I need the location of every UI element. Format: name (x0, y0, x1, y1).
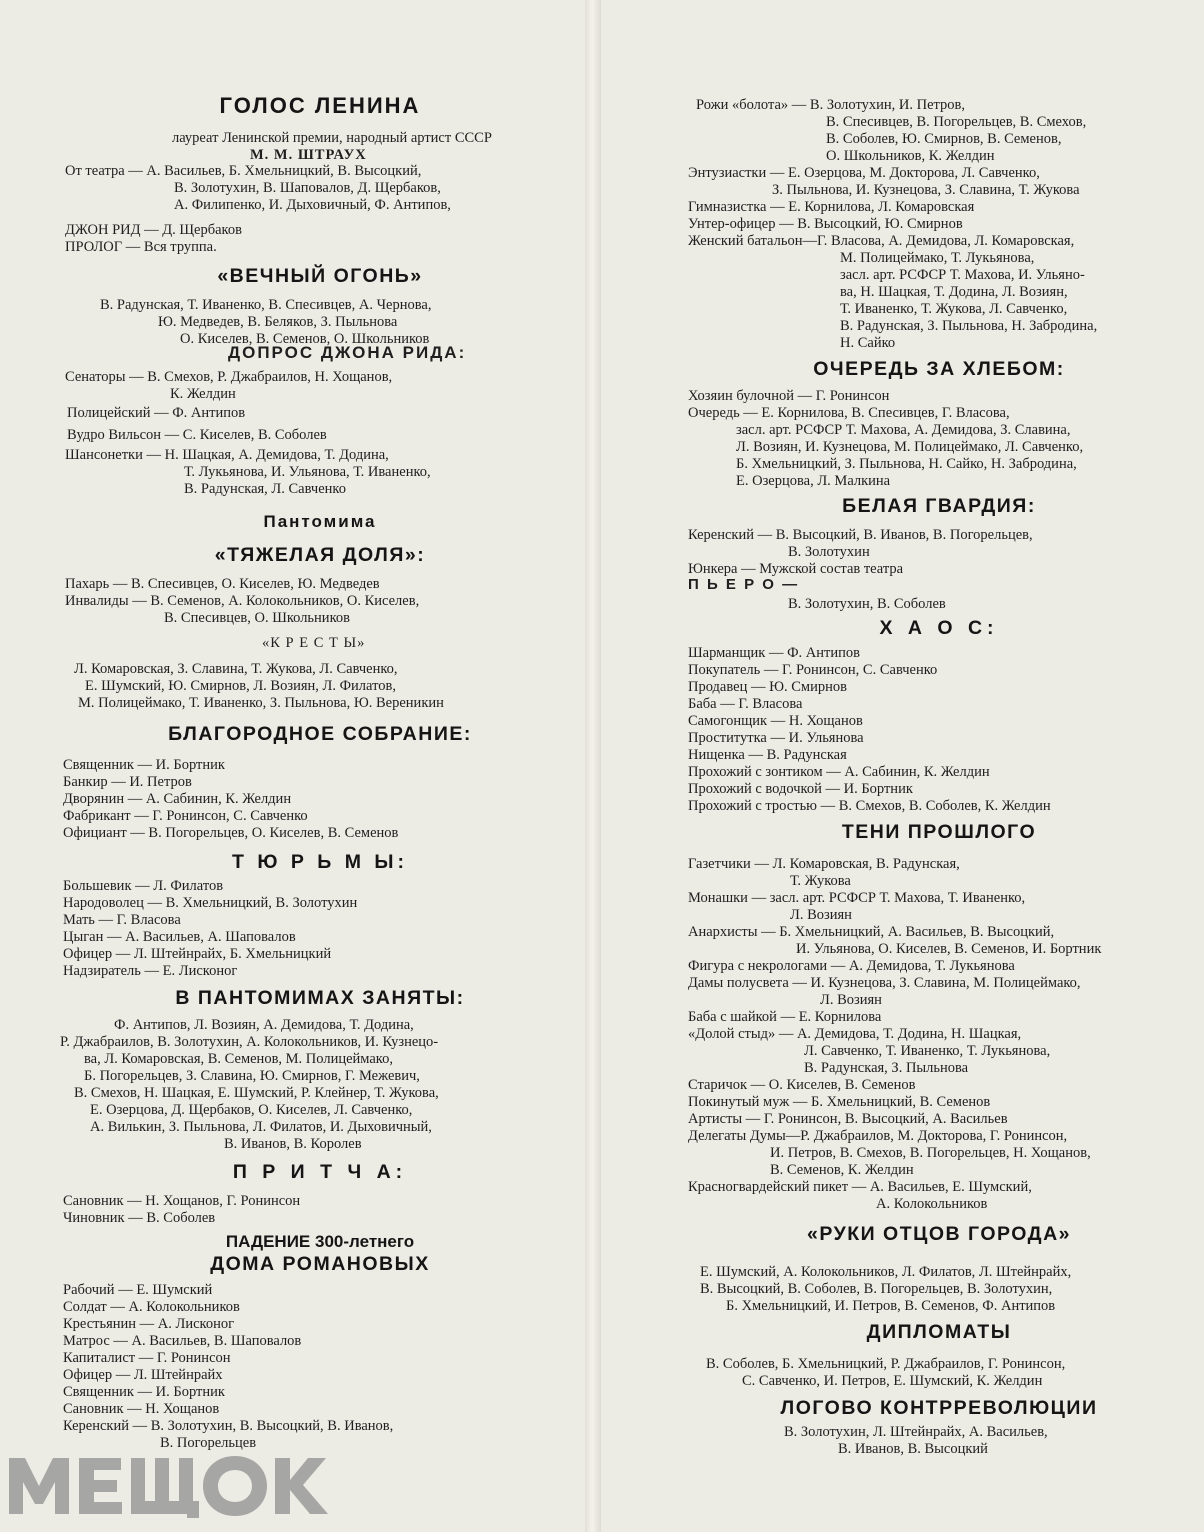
cast-line: Нищенка — В. Радунская (688, 747, 847, 763)
heading-v-pantomimah: В ПАНТОМИМАХ ЗАНЯТЫ: (175, 987, 465, 1009)
heading-vechny-ogon: «ВЕЧНЫЙ ОГОНЬ» (217, 265, 423, 287)
cast-line: ва, Н. Шацкая, Т. Додина, Л. Возиян, (840, 284, 1068, 300)
cast-line: Делегаты Думы—Р. Джабраилов, М. Докторова, Г. Ронинсон, (688, 1128, 1068, 1144)
cast-line: Рожи «болота» — В. Золотухин, И. Петров, (696, 97, 965, 113)
cast-line: Полицейский — Ф. Антипов (67, 405, 246, 421)
cast-line: И. Ульянова, О. Киселев, В. Семенов, И. Бортник (796, 941, 1102, 957)
cast-line: Капиталист — Г. Ронинсон (63, 1350, 231, 1366)
cast-line: Т. Иваненко, Т. Жукова, Л. Савченко, (840, 301, 1068, 317)
cast-line: Л. Возиян (790, 907, 852, 923)
cast-line: Прохожий с тростью — В. Смехов, В. Соболев, К. Желдин (688, 798, 1051, 814)
cast-line: Е. Шумский, А. Колокольников, Л. Филатов, Л. Штейнрайх, (700, 1264, 1072, 1280)
cast-line: Пахарь — В. Спесивцев, О. Киселев, Ю. Медведев (65, 576, 380, 592)
heading-teni-proshlogo: ТЕНИ ПРОШЛОГО (841, 821, 1037, 843)
cast-line: Л. Комаровская, З. Славина, Т. Жукова, Л. Савченко, (74, 661, 398, 677)
cast-line: Баба — Г. Власова (688, 696, 803, 712)
cast-line: А. Филипенко, И. Дыховичный, Ф. Антипов, (174, 197, 451, 213)
cast-line: Покупатель — Г. Ронинсон, С. Савченко (688, 662, 938, 678)
subheading-piero: П Ь Е Р О — (688, 576, 800, 593)
cast-line: В. Золотухин, Л. Штейнрайх, А. Васильев, (784, 1424, 1048, 1440)
heading-haos: Х А О С: (879, 617, 999, 639)
cast-line: В. Радунская, З. Пыльнова, Н. Забродина, (840, 318, 1098, 334)
cast-line: В. Золотухин, В. Шаповалов, Д. Щербаков, (174, 180, 441, 196)
cast-line: Шансонетки — Н. Шацкая, А. Демидова, Т. Додина, (65, 447, 389, 463)
subheading-dopros: ДОПРОС ДЖОНА РИДА: (228, 343, 467, 362)
cast-line: К. Желдин (170, 386, 236, 402)
cast-line: ва, Л. Комаровская, В. Семенов, М. Полицеймако, (84, 1051, 393, 1067)
cast-line: Чиновник — В. Соболев (63, 1210, 216, 1226)
cast-line: Н. Сайко (840, 335, 896, 351)
cast-line: Баба с шайкой — Е. Корнилова (688, 1009, 882, 1025)
cast-line: А. Вилькин, З. Пыльнова, Л. Филатов, И. Дыховичный, (90, 1119, 432, 1135)
heading-doma-romanovyh: ДОМА РОМАНОВЫХ (210, 1253, 430, 1275)
cast-line: Монашки — засл. арт. РСФСР Т. Махова, Т. Иваненко, (688, 890, 1026, 906)
cast-line: Официант — В. Погорельцев, О. Киселев, В. Семенов (63, 825, 399, 841)
cast-line: Народоволец — В. Хмельницкий, В. Золотухин (63, 895, 358, 911)
cast-line: Л. Возиян, И. Кузнецова, М. Полицеймако, Л. Савченко, (736, 439, 1084, 455)
cast-line: И. Петров, В. Смехов, В. Погорельцев, Н. Хощанов, (770, 1145, 1091, 1161)
heading-pantomima: Пантомима (263, 512, 377, 531)
heading-ruki-ottsov: «РУКИ ОТЦОВ ГОРОДА» (807, 1223, 1071, 1245)
cast-line: Е. Озерцова, Д. Щербаков, О. Киселев, Л. Савченко, (90, 1102, 413, 1118)
cast-line: Красногвардейский пикет — А. Васильев, Е. Шумский, (688, 1179, 1032, 1195)
cast-line: В. Радунская, Л. Савченко (184, 481, 346, 497)
cast-line: «Долой стыд» — А. Демидова, Т. Додина, Н. Шацкая, (688, 1026, 1022, 1042)
meshok-watermark-logo (5, 1452, 350, 1518)
cast-line: В. Радунская, З. Пыльнова (804, 1060, 969, 1076)
cast-line: Вудро Вильсон — С. Киселев, В. Соболев (67, 427, 327, 443)
cast-line: В. Высоцкий, В. Соболев, В. Погорельцев, В. Золотухин, (700, 1281, 1053, 1297)
cast-line: Б. Погорельцев, З. Славина, Ю. Смирнов, Г. Межевич, (84, 1068, 420, 1084)
cast-line: Дворянин — А. Сабинин, К. Желдин (63, 791, 292, 807)
cast-line: Фабрикант — Г. Ронинсон, С. Савченко (63, 808, 308, 824)
cast-line: Священник — И. Бортник (63, 1384, 225, 1400)
heading-logovo: ЛОГОВО КОНТРРЕВОЛЮЦИИ (780, 1397, 1098, 1419)
cast-line: Артисты — Г. Ронинсон, В. Высоцкий, А. Васильев (688, 1111, 1008, 1127)
cast-line: Солдат — А. Колокольников (63, 1299, 240, 1315)
cast-line: Керенский — В. Золотухин, В. Высоцкий, В. Иванов, (63, 1418, 394, 1434)
cast-line: В. Спесивцев, В. Погорельцев, В. Смехов, (826, 114, 1087, 130)
cast-line: В. Спесивцев, О. Школьников (164, 610, 350, 626)
cast-line: В. Соболев, Б. Хмельницкий, Р. Джабраилов, Г. Ронинсон, (706, 1356, 1066, 1372)
cast-line: Керенский — В. Высоцкий, В. Иванов, В. Погорельцев, (688, 527, 1033, 543)
cast-line: Л. Савченко, Т. Иваненко, Т. Лукьянова, (804, 1043, 1051, 1059)
cast-line: засл. арт. РСФСР Т. Махова, И. Ульяно- (840, 267, 1085, 283)
page-fold (585, 0, 601, 1532)
cast-line: Прохожий с водочкой — И. Бортник (688, 781, 913, 797)
cast-line: Надзиратель — Е. Лисконог (63, 963, 238, 979)
cast-line: Очередь — Е. Корнилова, В. Спесивцев, Г. Власова, (688, 405, 1010, 421)
cast-line: В. Радунская, Т. Иваненко, В. Спесивцев, А. Чернова, (100, 297, 432, 313)
cast-line: Цыган — А. Васильев, А. Шаповалов (63, 929, 296, 945)
heading-golos-lenina: ГОЛОС ЛЕНИНА (219, 93, 421, 118)
cast-line: С. Савченко, И. Петров, Е. Шумский, К. Желдин (742, 1373, 1043, 1389)
cast-line: Сановник — Н. Хощанов (63, 1401, 220, 1417)
heading-belaya-gvardiya: БЕЛАЯ ГВАРДИЯ: (842, 495, 1036, 517)
cast-line: Продавец — Ю. Смирнов (688, 679, 847, 695)
heading-diplomaty: ДИПЛОМАТЫ (866, 1321, 1012, 1343)
cast-line: В. Золотухин, В. Соболев (788, 596, 946, 612)
cast-line: М. М. ШТРАУХ (250, 147, 367, 163)
cast-line: О. Киселев, В. Семенов, О. Школьников (180, 331, 430, 347)
cast-line: Р. Джабраилов, В. Золотухин, А. Колокольников, И. Кузнецо- (60, 1034, 439, 1050)
cast-line: Л. Возиян (820, 992, 882, 1008)
cast-line: М. Полицеймако, Т. Лукьянова, (840, 250, 1035, 266)
heading-padenie: ПАДЕНИЕ 300-летнего (225, 1232, 415, 1251)
cast-line: Инвалиды — В. Семенов, А. Колокольников, О. Киселев, (65, 593, 420, 609)
cast-line: О. Школьников, К. Желдин (826, 148, 995, 164)
cast-line: В. Семенов, К. Желдин (770, 1162, 914, 1178)
cast-line: Старичок — О. Киселев, В. Семенов (688, 1077, 916, 1093)
cast-line: Шарманщик — Ф. Антипов (688, 645, 860, 661)
cast-line: Священник — И. Бортник (63, 757, 225, 773)
cast-line: Сановник — Н. Хощанов, Г. Ронинсон (63, 1193, 301, 1209)
cast-line: Мать — Г. Власова (63, 912, 181, 928)
cast-line: В. Иванов, В. Королев (224, 1136, 362, 1152)
cast-line: М. Полицеймако, Т. Иваненко, З. Пыльнова, Ю. Вереникин (78, 695, 444, 711)
cast-line: Е. Шумский, Ю. Смирнов, Л. Возиян, Л. Филатов, (85, 678, 396, 694)
cast-line: Крестьянин — А. Лисконог (63, 1316, 235, 1332)
heading-tyurmy: Т Ю Р Ь М Ы: (232, 851, 408, 873)
cast-line: Е. Озерцова, Л. Малкина (736, 473, 891, 489)
cast-line: Гимназистка — Е. Корнилова, Л. Комаровская (688, 199, 975, 215)
cast-line: Б. Хмельницкий, И. Петров, В. Семенов, Ф. Антипов (726, 1298, 1056, 1314)
subheading-kresty: «К Р Е С Т Ы» (262, 635, 366, 651)
cast-line: Энтузиастки — Е. Озерцова, М. Докторова, Л. Савченко, (688, 165, 1040, 181)
cast-line: Проститутка — И. Ульянова (688, 730, 864, 746)
cast-line: Ф. Антипов, Л. Возиян, А. Демидова, Т. Додина, (114, 1017, 414, 1033)
cast-line: Т. Жукова (790, 873, 851, 889)
cast-line: Банкир — И. Петров (63, 774, 192, 790)
heading-tyazhelaya-dolya: «ТЯЖЕЛАЯ ДОЛЯ»: (214, 544, 426, 566)
cast-line: лауреат Ленинской премии, народный артист СССР (172, 130, 492, 146)
heading-blagorodnoe: БЛАГОРОДНОЕ СОБРАНИЕ: (168, 723, 472, 745)
cast-line: Сенаторы — В. Смехов, Р. Джабраилов, Н. Хощанов, (65, 369, 393, 385)
cast-line: Женский батальон—Г. Власова, А. Демидова, Л. Комаровская, (688, 233, 1075, 249)
cast-line: В. Погорельцев (160, 1435, 257, 1451)
cast-line: А. Колокольников (876, 1196, 988, 1212)
cast-line: ПРОЛОГ — Вся труппа. (65, 239, 217, 255)
cast-line: Анархисты — Б. Хмельницкий, А. Васильев, В. Высоцкий, (688, 924, 1055, 940)
cast-line: В. Золотухин (788, 544, 870, 560)
cast-line: Фигура с некрологами — А. Демидова, Т. Лукьянова (688, 958, 1015, 974)
cast-line: Рабочий — Е. Шумский (63, 1282, 213, 1298)
cast-line: Офицер — Л. Штейнрайх (63, 1367, 223, 1383)
cast-line: Унтер-офицер — В. Высоцкий, Ю. Смирнов (688, 216, 963, 232)
heading-pritcha: П Р И Т Ч А: (232, 1161, 408, 1183)
cast-line: В. Смехов, Н. Шацкая, Е. Шумский, Р. Клейнер, Т. Жукова, (74, 1085, 439, 1101)
cast-line: В. Соболев, Ю. Смирнов, В. Семенов, (826, 131, 1062, 147)
cast-line: ДЖОН РИД — Д. Щербаков (65, 222, 242, 238)
cast-line: В. Иванов, В. Высоцкий (838, 1441, 988, 1457)
cast-line: Юнкера — Мужской состав театра (688, 561, 904, 577)
cast-line: Б. Хмельницкий, З. Пыльнова, Н. Сайко, Н. Забродина, (736, 456, 1077, 472)
cast-line: Офицер — Л. Штейнрайх, Б. Хмельницкий (63, 946, 332, 962)
cast-line: Ю. Медведев, В. Беляков, З. Пыльнова (158, 314, 398, 330)
cast-line: Хозяин булочной — Г. Ронинсон (688, 388, 890, 404)
cast-line: Покинутый муж — Б. Хмельницкий, В. Семенов (688, 1094, 991, 1110)
cast-line: Самогонщик — Н. Хощанов (688, 713, 863, 729)
cast-line: Газетчики — Л. Комаровская, В. Радунская, (688, 856, 960, 872)
cast-line: засл. арт. РСФСР Т. Махова, А. Демидова, З. Славина, (736, 422, 1071, 438)
cast-line: Т. Лукьянова, И. Ульянова, Т. Иваненко, (184, 464, 431, 480)
cast-line: Прохожий с зонтиком — А. Сабинин, К. Желдин (688, 764, 990, 780)
cast-line: От театра — А. Васильев, Б. Хмельницкий, В. Высоцкий, (65, 163, 422, 179)
cast-line: Дамы полусвета — И. Кузнецова, З. Славина, М. Полицеймако, (688, 975, 1081, 991)
cast-line: Большевик — Л. Филатов (63, 878, 224, 894)
cast-line: З. Пыльнова, И. Кузнецова, З. Славина, Т. Жукова (772, 182, 1080, 198)
cast-line: Матрос — А. Васильев, В. Шаповалов (63, 1333, 302, 1349)
heading-ochered: ОЧЕРЕДЬ ЗА ХЛЕБОМ: (813, 358, 1065, 380)
